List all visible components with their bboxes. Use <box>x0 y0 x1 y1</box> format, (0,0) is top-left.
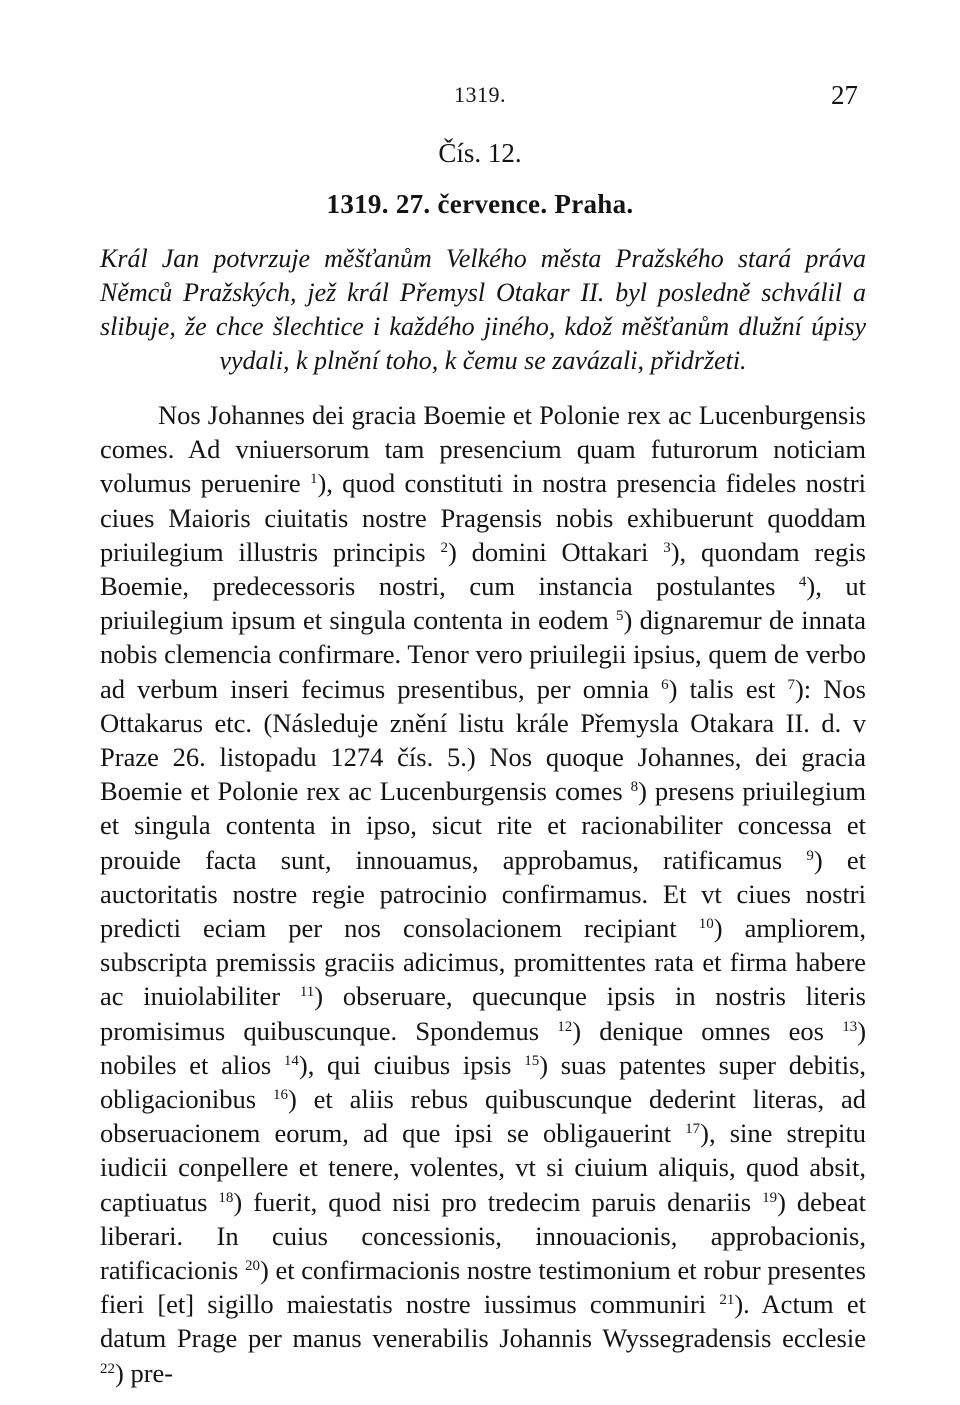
footnote-ref: 13 <box>842 1018 858 1035</box>
charter-text-segment: ) ampliorem, subscripta premissis graciis adicimus, promittentes rata et firma habere ac inuiolabiliter <box>100 913 867 1012</box>
charter-text-segment: ) obseruare, quecunque ipsis in nostris literis promisimus quibuscunque. Spondemus <box>100 981 866 1046</box>
charter-text <box>100 398 866 1390</box>
footnote-ref: 11 <box>299 984 315 1001</box>
charter-text-segment: ), qui ciuibus ipsis <box>298 1049 512 1080</box>
document-number: Čís. 12. <box>438 138 522 168</box>
charter-text-segment: ) denique omnes eos <box>572 1015 824 1046</box>
footnote-ref: 4 <box>798 574 807 591</box>
footnote-ref: 8 <box>630 779 639 796</box>
footnote-ref: 6 <box>661 676 669 693</box>
footnote-ref: 7 <box>787 676 795 693</box>
charter-text-segment: ) debeat liberari. In cuius concessionis, innouacionis, approbacionis, ratificacionis <box>100 1186 867 1286</box>
footnote-ref: 3 <box>663 539 671 556</box>
footnote-ref: 10 <box>698 916 714 933</box>
charter-text-segment: ) suas patentes super debitis, obligacionibus <box>100 1049 867 1115</box>
charter-text-segment: ), ut priuilegium ipsum et singula contenta in eodem <box>100 571 866 636</box>
footnote-ref: 2 <box>440 539 448 556</box>
footnote-ref: 19 <box>762 1189 778 1206</box>
footnote-ref: 16 <box>272 1087 288 1104</box>
footnote-ref: 21 <box>719 1292 735 1309</box>
charter-text-segment: Nos Johannes dei gracia Boemie et Polonie rex ac Lucenburgensis comes. Ad vniuersorum tam presencium quam futurorum noticiam volumus peruenire <box>100 400 866 499</box>
charter-text-segment: ) talis est <box>668 673 776 704</box>
document-date-place: 1319. 27. července. Praha. <box>326 189 634 219</box>
charter-text-segment: ) nobiles et alios <box>100 1015 867 1080</box>
running-head-year: 1319. <box>454 82 506 107</box>
charter-text-segment: ). Actum et datum Prage per manus venerabilis Johannis Wyssegradensis ecclesie <box>100 1289 866 1354</box>
page-number: 27 <box>831 80 858 110</box>
charter-text-segment: ) fuerit, quod nisi pro tredecim paruis denariis <box>233 1186 752 1217</box>
footnote-ref: 17 <box>685 1121 701 1138</box>
charter-text-segment: ) pre- <box>115 1357 174 1388</box>
charter-text-segment: ) et aliis rebus quibuscunque dederint literas, ad obseruacionem eorum, ad que ipsi se obligauerint <box>100 1084 867 1149</box>
footnote-ref: 15 <box>524 1052 540 1069</box>
footnote-ref: 20 <box>245 1258 260 1275</box>
footnote-ref: 1 <box>309 471 318 488</box>
charter-text-segment: ) et confirmacionis nostre testimonium et robur presentes fieri [et] sigillo maiestatis nostre iussimus communiri <box>100 1255 866 1320</box>
footnote-ref: 18 <box>218 1189 234 1206</box>
charter-text-segment: ) dignaremur de innata nobis clemencia confirmare. Tenor vero priuilegii ipsius, quem de verbo ad verbum inseri fecimus presentibus, per omnia <box>100 605 867 704</box>
charter-text-segment: ): Nos Ottakarus etc. (Následuje znění listu krále Přemysla Otakara II. d. v Praze 26. listopadu 1274 čís. 5.) Nos quoque Johannes, dei gracia Boemie et Polonie rex ac Lucenburgensis comes <box>100 673 866 807</box>
footnote-ref: 22 <box>100 1360 115 1377</box>
charter-text-segment: ) presens priuilegium et singula contenta in ipso, sicut rite et racionabiliter concessa et prouide facta sunt, innouamus, approbamus, ratificamus <box>100 776 866 875</box>
charter-text-segment: ) domini Ottakari <box>447 536 649 567</box>
charter-text-segment: ) et auctoritatis nostre regie patrocinio confirmamus. Et vt ciues nostri predicti eciam per nos consolacionem recipiant <box>100 844 867 944</box>
regest-summary: Král Jan potvrzuje měšťanům Velkého města Pražského stará práva Němců Pražských, jež král Přemysl Otakar II. byl posledně schválil a slibuje, že chce šlechtice i každého jiného, kdož měšťanům dlužní úpisy vydali, k plnění toho, k čemu se zavázali, přidržeti. <box>100 244 866 375</box>
footnote-ref: 12 <box>557 1018 573 1035</box>
footnote-ref: 14 <box>283 1052 299 1069</box>
charter-text-segment: ), quod constituti in nostra presencia fideles nostri ciues Maioris ciuitatis nostre Pragensis nobis exhibuerunt quoddam priuilegium illustris principis <box>100 468 866 567</box>
footnote-ref: 9 <box>806 847 814 864</box>
charter-text-segment: ), quondam regis Boemie, predecessoris nostri, cum instancia postulantes <box>100 536 866 602</box>
charter-text-segment: ), sine strepitu iudicii conpellere et tenere, volentes, vt si ciuium aliquis, quod absit, captiuatus <box>100 1118 867 1217</box>
footnote-ref: 5 <box>615 608 624 625</box>
